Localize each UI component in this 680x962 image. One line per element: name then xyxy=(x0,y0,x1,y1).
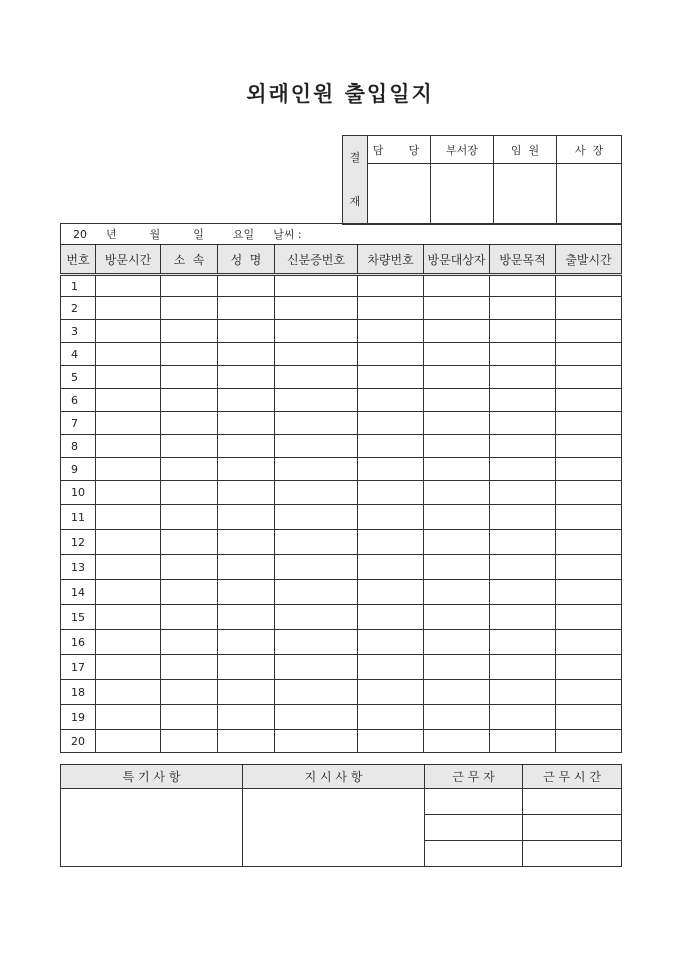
special-notes-header: 특 기 사 항 xyxy=(61,765,243,789)
table-cell[interactable] xyxy=(96,530,161,555)
approval-label-top: 결 xyxy=(349,151,361,164)
table-cell[interactable] xyxy=(218,320,275,343)
worker-header: 근 무 자 xyxy=(425,765,523,789)
row-number: 11 xyxy=(61,505,96,530)
table-cell[interactable] xyxy=(490,297,556,320)
table-cell[interactable] xyxy=(275,605,358,630)
page-title: 외래인원 출입일지 xyxy=(246,81,434,106)
table-cell[interactable] xyxy=(490,530,556,555)
table-row xyxy=(61,366,622,389)
table-cell[interactable] xyxy=(275,481,358,505)
table-cell[interactable] xyxy=(424,481,490,505)
day-label: 일 xyxy=(193,228,204,241)
table-cell[interactable] xyxy=(96,630,161,655)
table-cell[interactable] xyxy=(96,320,161,343)
table-cell[interactable] xyxy=(358,530,424,555)
approval-box xyxy=(342,135,622,225)
table-cell[interactable] xyxy=(490,458,556,481)
row-number: 18 xyxy=(61,680,96,705)
table-cell[interactable] xyxy=(358,366,424,389)
row-number: 6 xyxy=(61,389,96,412)
table-cell[interactable] xyxy=(556,435,622,458)
table-cell[interactable] xyxy=(556,730,622,753)
special-notes-field[interactable] xyxy=(61,789,243,867)
table-cell[interactable] xyxy=(96,481,161,505)
worker-field-3[interactable] xyxy=(425,841,523,867)
table-cell[interactable] xyxy=(490,680,556,705)
row-number: 19 xyxy=(61,705,96,730)
table-cell[interactable] xyxy=(556,630,622,655)
table-cell[interactable] xyxy=(275,580,358,605)
table-cell[interactable] xyxy=(424,505,490,530)
table-cell[interactable] xyxy=(161,412,218,435)
table-cell[interactable] xyxy=(275,655,358,680)
table-cell[interactable] xyxy=(490,655,556,680)
worker-field-2[interactable] xyxy=(425,815,523,841)
table-cell[interactable] xyxy=(161,630,218,655)
table-cell[interactable] xyxy=(490,412,556,435)
row-number: 12 xyxy=(61,530,96,555)
table-cell[interactable] xyxy=(275,680,358,705)
approval-sign-dept-head[interactable] xyxy=(431,164,494,225)
table-cell[interactable] xyxy=(218,630,275,655)
row-number: 20 xyxy=(61,730,96,753)
table-cell[interactable] xyxy=(218,730,275,753)
table-cell[interactable] xyxy=(490,389,556,412)
table-cell[interactable] xyxy=(358,580,424,605)
approval-sign-president[interactable] xyxy=(557,164,622,225)
table-cell[interactable] xyxy=(275,705,358,730)
instructions-field[interactable] xyxy=(243,789,425,867)
table-cell[interactable] xyxy=(490,435,556,458)
header-visit-purpose: 방문목적 xyxy=(490,245,556,275)
header-name: 성 명 xyxy=(218,245,275,275)
table-cell[interactable] xyxy=(556,389,622,412)
year-label: 년 xyxy=(106,228,117,241)
table-cell[interactable] xyxy=(424,605,490,630)
approval-col-dept-head: 부서장 xyxy=(431,136,494,164)
table-cell[interactable] xyxy=(556,458,622,481)
table-row xyxy=(61,655,622,680)
table-cell[interactable] xyxy=(96,275,161,297)
table-cell[interactable] xyxy=(490,505,556,530)
table-cell[interactable] xyxy=(218,530,275,555)
table-cell[interactable] xyxy=(556,655,622,680)
table-cell[interactable] xyxy=(96,730,161,753)
table-cell[interactable] xyxy=(161,343,218,366)
table-cell[interactable] xyxy=(96,655,161,680)
table-cell[interactable] xyxy=(556,412,622,435)
table-cell[interactable] xyxy=(161,505,218,530)
table-cell[interactable] xyxy=(275,320,358,343)
table-cell[interactable] xyxy=(490,320,556,343)
table-cell[interactable] xyxy=(358,435,424,458)
table-cell[interactable] xyxy=(490,481,556,505)
table-cell[interactable] xyxy=(96,297,161,320)
header-affiliation: 소 속 xyxy=(161,245,218,275)
table-cell[interactable] xyxy=(556,481,622,505)
table-cell[interactable] xyxy=(490,630,556,655)
table-cell[interactable] xyxy=(490,343,556,366)
row-number: 9 xyxy=(61,458,96,481)
table-cell[interactable] xyxy=(161,435,218,458)
table-cell[interactable] xyxy=(275,530,358,555)
visitor-log-table xyxy=(60,223,622,753)
table-cell[interactable] xyxy=(358,505,424,530)
table-cell[interactable] xyxy=(556,343,622,366)
table-cell[interactable] xyxy=(218,705,275,730)
header-departure-time: 출발시간 xyxy=(556,245,622,275)
table-cell[interactable] xyxy=(358,320,424,343)
header-vehicle-number: 차량번호 xyxy=(358,245,424,275)
table-cell[interactable] xyxy=(275,297,358,320)
table-cell[interactable] xyxy=(556,680,622,705)
table-cell[interactable] xyxy=(424,555,490,580)
table-row xyxy=(61,275,622,297)
table-cell[interactable] xyxy=(424,680,490,705)
approval-col-executive: 임 원 xyxy=(494,136,557,164)
table-cell[interactable] xyxy=(424,458,490,481)
table-row xyxy=(61,320,622,343)
row-number: 2 xyxy=(61,297,96,320)
table-cell[interactable] xyxy=(424,343,490,366)
table-cell[interactable] xyxy=(358,555,424,580)
table-row xyxy=(61,481,622,505)
table-cell[interactable] xyxy=(490,555,556,580)
row-number: 16 xyxy=(61,630,96,655)
table-cell[interactable] xyxy=(161,366,218,389)
table-row xyxy=(61,343,622,366)
work-time-field-2[interactable] xyxy=(523,815,622,841)
table-cell[interactable] xyxy=(424,580,490,605)
table-cell[interactable] xyxy=(490,580,556,605)
table-cell[interactable] xyxy=(275,630,358,655)
table-cell[interactable] xyxy=(424,412,490,435)
approval-col-president: 사 장 xyxy=(557,136,622,164)
table-cell[interactable] xyxy=(161,655,218,680)
table-cell[interactable] xyxy=(275,555,358,580)
table-cell[interactable] xyxy=(556,605,622,630)
row-number: 15 xyxy=(61,605,96,630)
table-cell[interactable] xyxy=(275,730,358,753)
table-row xyxy=(61,505,622,530)
table-cell[interactable] xyxy=(218,275,275,297)
table-header-row xyxy=(61,245,622,275)
table-cell[interactable] xyxy=(358,412,424,435)
table-cell[interactable] xyxy=(218,343,275,366)
table-cell[interactable] xyxy=(96,605,161,630)
table-row xyxy=(61,730,622,753)
table-cell[interactable] xyxy=(424,320,490,343)
table-cell[interactable] xyxy=(424,530,490,555)
table-cell[interactable] xyxy=(161,680,218,705)
work-time-field-3[interactable] xyxy=(523,841,622,867)
approval-label xyxy=(343,136,368,225)
table-row xyxy=(61,389,622,412)
table-cell[interactable] xyxy=(275,435,358,458)
weather-label: 날씨 : xyxy=(273,228,302,241)
work-time-field-1[interactable] xyxy=(523,789,622,815)
table-row xyxy=(61,458,622,481)
table-cell[interactable] xyxy=(161,580,218,605)
table-cell[interactable] xyxy=(424,730,490,753)
date-weather-line[interactable] xyxy=(61,224,622,245)
table-cell[interactable] xyxy=(218,366,275,389)
table-cell[interactable] xyxy=(96,343,161,366)
table-cell[interactable] xyxy=(161,389,218,412)
table-cell[interactable] xyxy=(96,458,161,481)
row-number: 17 xyxy=(61,655,96,680)
table-cell[interactable] xyxy=(218,505,275,530)
table-cell[interactable] xyxy=(161,481,218,505)
table-cell[interactable] xyxy=(96,555,161,580)
table-cell[interactable] xyxy=(424,275,490,297)
table-cell[interactable] xyxy=(490,730,556,753)
table-cell[interactable] xyxy=(275,343,358,366)
month-label: 월 xyxy=(149,228,161,241)
table-cell[interactable] xyxy=(358,297,424,320)
approval-sign-manager[interactable] xyxy=(368,164,431,225)
table-cell[interactable] xyxy=(490,275,556,297)
table-cell[interactable] xyxy=(275,366,358,389)
table-cell[interactable] xyxy=(275,458,358,481)
table-cell[interactable] xyxy=(556,320,622,343)
table-cell[interactable] xyxy=(96,705,161,730)
table-cell[interactable] xyxy=(358,680,424,705)
table-cell[interactable] xyxy=(556,366,622,389)
table-cell[interactable] xyxy=(161,320,218,343)
table-cell[interactable] xyxy=(161,555,218,580)
table-cell[interactable] xyxy=(275,389,358,412)
table-cell[interactable] xyxy=(358,730,424,753)
table-cell[interactable] xyxy=(218,680,275,705)
table-cell[interactable] xyxy=(96,580,161,605)
header-visit-target: 방문대상자 xyxy=(424,245,490,275)
row-number: 8 xyxy=(61,435,96,458)
table-cell[interactable] xyxy=(424,655,490,680)
table-cell[interactable] xyxy=(161,275,218,297)
table-cell[interactable] xyxy=(96,505,161,530)
table-cell[interactable] xyxy=(556,297,622,320)
worker-field-1[interactable] xyxy=(425,789,523,815)
header-id-number: 신분증번호 xyxy=(275,245,358,275)
row-number: 7 xyxy=(61,412,96,435)
table-cell[interactable] xyxy=(358,705,424,730)
table-cell[interactable] xyxy=(358,655,424,680)
table-row xyxy=(61,297,622,320)
table-cell[interactable] xyxy=(96,366,161,389)
table-cell[interactable] xyxy=(218,412,275,435)
row-number: 4 xyxy=(61,343,96,366)
table-cell[interactable] xyxy=(218,605,275,630)
table-cell[interactable] xyxy=(490,705,556,730)
row-number: 3 xyxy=(61,320,96,343)
table-cell[interactable] xyxy=(96,412,161,435)
table-cell[interactable] xyxy=(218,435,275,458)
table-cell[interactable] xyxy=(96,435,161,458)
header-visit-time: 방문시간 xyxy=(96,245,161,275)
weekday-label: 요일 xyxy=(232,228,255,241)
table-cell[interactable] xyxy=(161,458,218,481)
table-cell[interactable] xyxy=(556,505,622,530)
table-row xyxy=(61,555,622,580)
approval-label-bottom: 재 xyxy=(349,195,361,208)
table-cell[interactable] xyxy=(424,435,490,458)
table-cell[interactable] xyxy=(490,366,556,389)
table-cell[interactable] xyxy=(490,605,556,630)
table-cell[interactable] xyxy=(358,605,424,630)
table-cell[interactable] xyxy=(161,530,218,555)
table-cell[interactable] xyxy=(424,630,490,655)
table-row xyxy=(61,630,622,655)
table-cell[interactable] xyxy=(358,343,424,366)
table-cell[interactable] xyxy=(358,458,424,481)
year-prefix: 20 xyxy=(73,228,87,241)
row-number: 1 xyxy=(61,275,96,297)
table-cell[interactable] xyxy=(218,655,275,680)
table-cell[interactable] xyxy=(358,275,424,297)
table-cell[interactable] xyxy=(275,505,358,530)
table-cell[interactable] xyxy=(218,580,275,605)
table-cell[interactable] xyxy=(556,555,622,580)
table-cell[interactable] xyxy=(96,389,161,412)
table-cell[interactable] xyxy=(161,705,218,730)
row-number: 5 xyxy=(61,366,96,389)
table-row xyxy=(61,605,622,630)
table-cell[interactable] xyxy=(556,705,622,730)
row-number: 10 xyxy=(61,481,96,505)
table-row xyxy=(61,412,622,435)
table-cell[interactable] xyxy=(218,297,275,320)
table-cell[interactable] xyxy=(96,680,161,705)
table-cell[interactable] xyxy=(424,366,490,389)
table-row xyxy=(61,530,622,555)
row-number: 13 xyxy=(61,555,96,580)
table-cell[interactable] xyxy=(275,275,358,297)
table-cell[interactable] xyxy=(275,412,358,435)
table-cell[interactable] xyxy=(218,389,275,412)
table-cell[interactable] xyxy=(218,481,275,505)
table-cell[interactable] xyxy=(358,481,424,505)
table-row xyxy=(61,705,622,730)
header-number: 번호 xyxy=(61,245,96,275)
approval-sign-executive[interactable] xyxy=(494,164,557,225)
table-row xyxy=(61,435,622,458)
table-cell[interactable] xyxy=(161,297,218,320)
table-cell[interactable] xyxy=(161,730,218,753)
table-cell[interactable] xyxy=(556,275,622,297)
work-time-header: 근 무 시 간 xyxy=(523,765,622,789)
table-cell[interactable] xyxy=(218,458,275,481)
table-cell[interactable] xyxy=(161,605,218,630)
table-cell[interactable] xyxy=(424,297,490,320)
approval-col-manager: 담 당 xyxy=(368,136,431,164)
table-cell[interactable] xyxy=(424,705,490,730)
table-row xyxy=(61,580,622,605)
instructions-header: 지 시 사 항 xyxy=(243,765,425,789)
table-row xyxy=(61,680,622,705)
table-cell[interactable] xyxy=(556,580,622,605)
table-cell[interactable] xyxy=(218,555,275,580)
remarks-table xyxy=(60,764,622,867)
table-cell[interactable] xyxy=(358,389,424,412)
table-cell[interactable] xyxy=(358,630,424,655)
row-number: 14 xyxy=(61,580,96,605)
table-cell[interactable] xyxy=(556,530,622,555)
table-cell[interactable] xyxy=(424,389,490,412)
